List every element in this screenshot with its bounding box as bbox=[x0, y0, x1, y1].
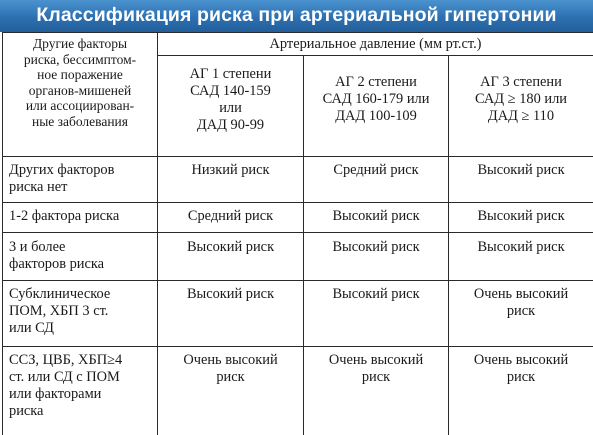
row-5-risk-grade-3 bbox=[449, 352, 593, 386]
risk-line: риск bbox=[361, 369, 391, 385]
row-4-risk-grade-3 bbox=[449, 286, 593, 320]
row-divider-header bbox=[2, 156, 593, 157]
grade-header-line: АГ 1 степени bbox=[189, 66, 272, 82]
factor-line: 3 и более bbox=[9, 239, 66, 255]
row-3-risk-grade-2: Высокий риск bbox=[332, 239, 420, 255]
table-top-border bbox=[2, 32, 593, 33]
factors-column-header bbox=[3, 36, 157, 129]
factors-header-line: ные заболевания bbox=[31, 113, 128, 129]
factors-header-line: риска, бессимптом- bbox=[23, 51, 137, 67]
grade-header-line: ДАД ≥ 110 bbox=[487, 108, 555, 124]
grade-header-line: ДАД 100-109 bbox=[335, 108, 417, 124]
row-5-risk-grade-1 bbox=[158, 352, 303, 386]
pressure-header-divider bbox=[157, 55, 593, 56]
factors-header-line: органов-мишеней bbox=[28, 82, 132, 98]
factor-line: или СД bbox=[9, 320, 54, 336]
grade-header-line: САД ≥ 180 или bbox=[475, 91, 567, 107]
factor-line: риска bbox=[9, 403, 44, 419]
row-divider-3 bbox=[2, 280, 593, 281]
row-2-risk-grade-3: Высокий риск bbox=[477, 208, 565, 224]
factor-line: 1-2 фактора риска bbox=[9, 208, 120, 224]
row-divider-4 bbox=[2, 346, 593, 347]
factors-header-line: ное поражение bbox=[37, 67, 123, 82]
grade-header-line: АГ 2 степени bbox=[335, 74, 417, 90]
row-4-factor bbox=[3, 286, 157, 337]
row-4-risk-grade-2: Высокий риск bbox=[332, 286, 420, 302]
factor-line: ПОМ, ХБП 3 ст. bbox=[9, 303, 109, 319]
row-divider-2 bbox=[2, 232, 593, 233]
row-2-factor bbox=[3, 208, 157, 225]
page-title: Классификация риска при артериальной гипертонии bbox=[36, 4, 557, 26]
grade-1-header bbox=[158, 66, 303, 134]
row-3-risk-grade-1: Высокий риск bbox=[186, 239, 275, 255]
grade-3-header bbox=[449, 74, 593, 125]
row-3-factor bbox=[3, 239, 157, 273]
factor-line: ССЗ, ЦВБ, ХБП≥4 bbox=[9, 352, 123, 368]
factors-header-line: или ассоциирован- bbox=[25, 98, 135, 113]
pressure-column-header: Артериальное давление (мм рт.ст.) bbox=[269, 36, 482, 52]
factor-line: факторов риска bbox=[9, 256, 105, 272]
factor-line: риска нет bbox=[9, 179, 68, 195]
row-1-risk-grade-1: Низкий риск bbox=[191, 162, 270, 178]
row-2-risk-grade-1: Средний риск bbox=[187, 208, 274, 224]
risk-line: Очень высокий bbox=[328, 352, 424, 368]
row-4-risk-grade-1: Высокий риск bbox=[186, 286, 275, 302]
risk-line: риск bbox=[216, 369, 245, 385]
row-5-risk-grade-2 bbox=[304, 352, 448, 386]
row-1-risk-grade-3: Высокий риск bbox=[477, 162, 565, 178]
grade-2-header bbox=[304, 74, 448, 125]
risk-line: Очень высокий bbox=[473, 286, 569, 302]
row-1-factor bbox=[3, 162, 157, 196]
row-1-risk-grade-2: Средний риск bbox=[333, 162, 419, 178]
factors-header-line: Другие факторы bbox=[32, 36, 128, 51]
factor-line: ст. или СД с ПОМ bbox=[9, 369, 120, 385]
grade-header-line: АГ 3 степени bbox=[480, 74, 562, 90]
risk-line: риск bbox=[506, 303, 536, 319]
grade-header-line: ДАД 90-99 bbox=[196, 117, 265, 133]
row-divider-1 bbox=[2, 202, 593, 203]
grade-header-line: САД 140-159 bbox=[190, 83, 271, 99]
risk-line: риск bbox=[506, 369, 536, 385]
factor-line: или факторами bbox=[9, 386, 102, 402]
factor-line: Субклиническое bbox=[9, 286, 111, 302]
row-2-risk-grade-2: Высокий риск bbox=[332, 208, 420, 224]
grade-header-line: САД 160-179 или bbox=[322, 91, 430, 107]
factor-line: Других факторов bbox=[9, 162, 115, 178]
row-3-risk-grade-3: Высокий риск bbox=[477, 239, 565, 255]
grade-header-line: или bbox=[219, 100, 242, 116]
row-5-factor bbox=[3, 352, 157, 420]
risk-line: Очень высокий bbox=[473, 352, 569, 368]
risk-line: Очень высокий bbox=[183, 352, 278, 368]
